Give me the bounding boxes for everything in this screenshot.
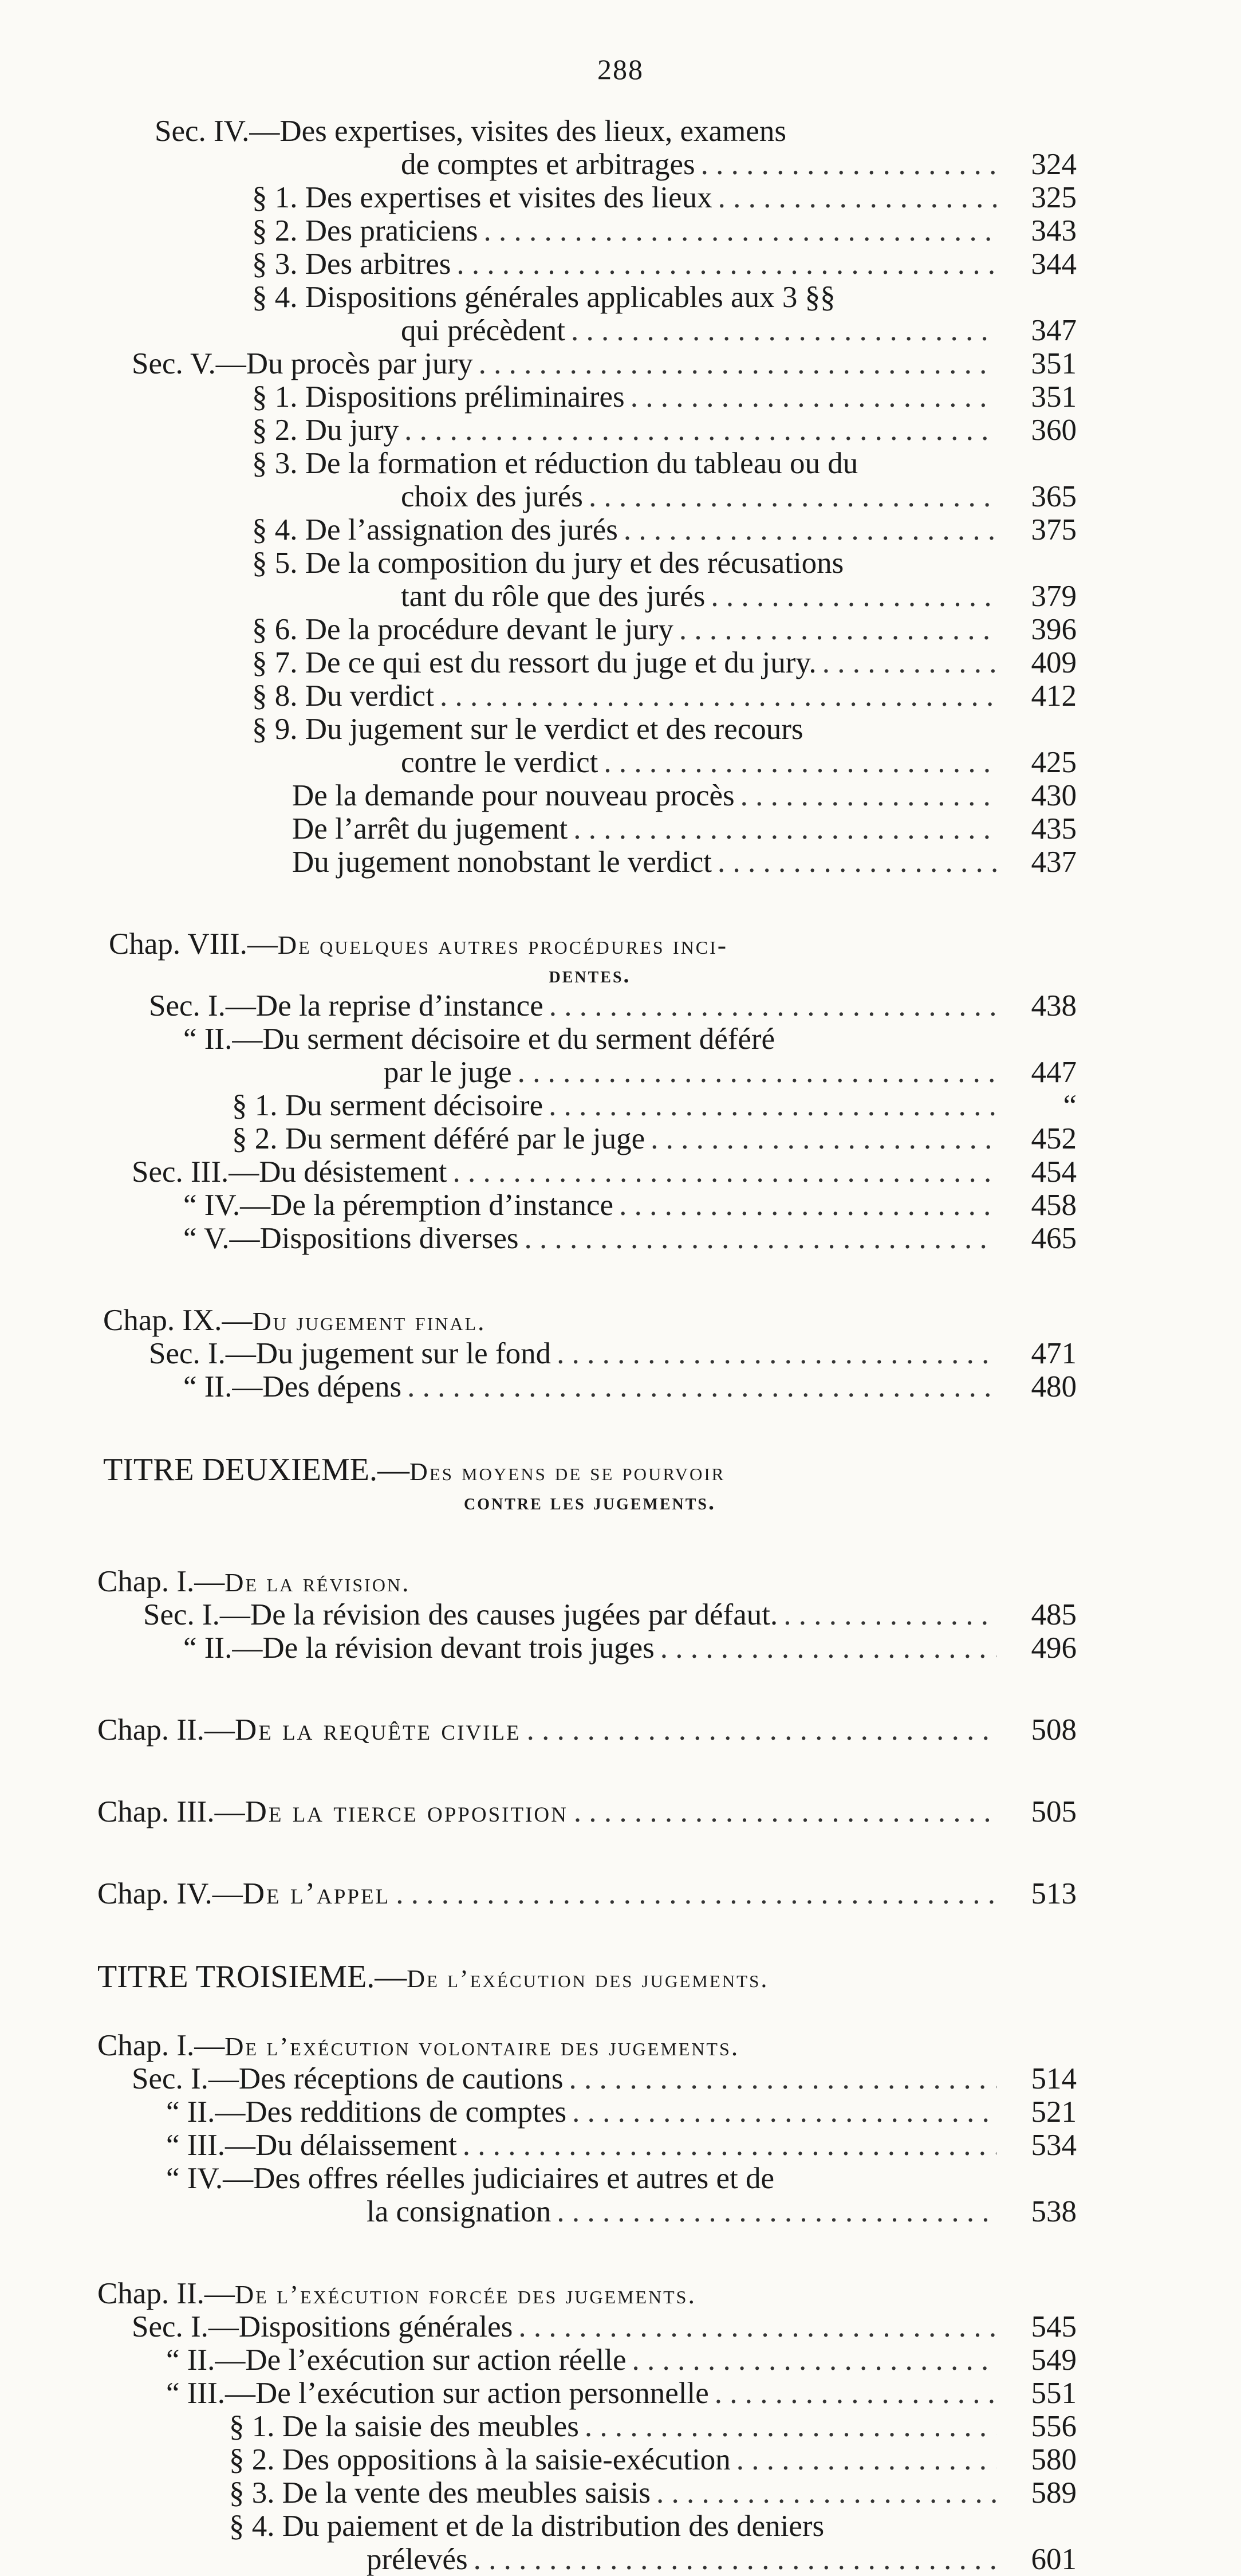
toc-entry: § 4. Dispositions générales applicables aux 3 §§ — [252, 281, 836, 314]
toc-entry: prélevés . . . 601 — [132, 2543, 1077, 2576]
chapter-heading: Chap. I.—De la révision. — [97, 1565, 411, 1598]
toc-entry: § 4. Du paiement et de la distribution des deniers — [229, 2510, 825, 2543]
toc-entry: de comptes et arbitrages . . . 324 — [132, 148, 1077, 181]
toc-entry: “ II.—De l’exécution sur action réelle . . . 549 — [132, 2343, 1077, 2377]
chapter-heading: Chap. IX.—Du jugement final. — [103, 1304, 486, 1337]
title-heading: TITRE TROISIEME.—De l’exécution des jugements. — [97, 1959, 769, 1995]
toc-entry: § 4. De l’assignation des jurés . . . 375 — [132, 513, 1077, 546]
toc-entry: § 6. De la procédure devant le jury . . . 396 — [132, 613, 1077, 646]
chapter-heading: Chap. IV.—De l’appel . . . 513 — [97, 1877, 1077, 1910]
toc-entry: contre le verdict . . . 425 — [132, 746, 1077, 779]
toc-entry: § 5. De la composition du jury et des récusations — [252, 546, 844, 580]
title-heading: TITRE DEUXIEME.—Des moyens de se pourvoir — [103, 1452, 726, 1488]
toc-entry: § 1. Des expertises et visites des lieux . . . 325 — [132, 181, 1077, 214]
toc-entry: “ II.—Du serment décisoire et du serment déféré — [183, 1022, 775, 1056]
chapter-heading: Chap. VIII.—De quelques autres procédures inci- — [109, 927, 728, 961]
table-of-contents — [97, 115, 1077, 2576]
toc-entry: Sec. V.—Du procès par jury . . . 351 — [132, 347, 1077, 380]
toc-entry: § 2. Des praticiens . . . 343 — [132, 214, 1077, 247]
toc-entry: “ IV.—De la péremption d’instance . . . 458 — [132, 1189, 1077, 1222]
toc-entry: Du jugement nonobstant le verdict . . . 437 — [132, 845, 1077, 879]
toc-entry: “ IV.—Des offres réelles judiciaires et autres et de — [166, 2162, 775, 2195]
toc-entry: “ II.—De la révision devant trois juges . . . 496 — [132, 1631, 1077, 1665]
page-number: 288 — [597, 53, 644, 85]
chapter-heading: Chap. II.—De la requête civile . . . 508 — [97, 1713, 1077, 1747]
toc-entry: “ III.—Du délaissement . . . 534 — [132, 2129, 1077, 2162]
toc-entry: Sec. I.—Dispositions générales . . . 545 — [132, 2310, 1077, 2343]
toc-entry: § 3. De la vente des meubles saisis . . . 589 — [132, 2476, 1077, 2510]
toc-entry: Sec. I.—Du jugement sur le fond . . . 471 — [132, 1337, 1077, 1370]
toc-entry: par le juge . . . 447 — [132, 1056, 1077, 1089]
toc-entry: § 1. De la saisie des meubles . . . 556 — [132, 2410, 1077, 2443]
toc-entry: § 1. Du serment décisoire . . . “ — [132, 1089, 1077, 1122]
toc-entry: “ III.—De l’exécution sur action personnelle . . . 551 — [132, 2377, 1077, 2410]
toc-entry: § 1. Dispositions préliminaires . . . 351 — [132, 380, 1077, 414]
toc-entry: § 7. De ce qui est du ressort du juge et du jury. . . . 409 — [132, 646, 1077, 679]
toc-entry: la consignation . . . 538 — [132, 2195, 1077, 2228]
toc-entry: De l’arrêt du jugement . . . 435 — [132, 812, 1077, 845]
title-heading-continued: contre les jugements. — [464, 1489, 716, 1515]
toc-entry: Sec. IV.—Des expertises, visites des lieux, examens — [155, 115, 786, 148]
chapter-heading: Chap. II.—De l’exécution forcée des jugements. — [97, 2277, 696, 2310]
toc-entry: “ V.—Dispositions diverses . . . 465 — [132, 1222, 1077, 1255]
toc-entry: § 3. Des arbitres . . . 344 — [132, 247, 1077, 281]
chapter-heading: Chap. III.—De la tierce opposition . . . 505 — [97, 1795, 1077, 1828]
toc-entry: § 3. De la formation et réduction du tableau ou du — [252, 447, 858, 480]
toc-entry: “ II.—Des dépens . . . 480 — [132, 1370, 1077, 1403]
toc-entry: § 2. Du jury . . . 360 — [132, 414, 1077, 447]
toc-entry: De la demande pour nouveau procès . . . 430 — [132, 779, 1077, 812]
chapter-heading: Chap. I.—De l’exécution volontaire des jugements. — [97, 2029, 740, 2062]
toc-entry: § 2. Des oppositions à la saisie-exécution . . . 580 — [132, 2443, 1077, 2476]
toc-entry: qui précèdent . . . 347 — [132, 314, 1077, 347]
toc-entry: Sec. I.—De la révision des causes jugées par défaut. . . . 485 — [132, 1598, 1077, 1631]
toc-entry: § 9. Du jugement sur le verdict et des recours — [252, 713, 803, 746]
toc-entry: § 8. Du verdict . . . 412 — [132, 679, 1077, 713]
toc-entry: tant du rôle que des jurés . . . 379 — [132, 580, 1077, 613]
toc-entry: § 2. Du serment déféré par le juge . . . 452 — [132, 1122, 1077, 1155]
toc-entry: Sec. III.—Du désistement . . . 454 — [132, 1155, 1077, 1189]
chapter-heading-continued: dentes. — [549, 962, 631, 988]
toc-entry: Sec. I.—Des réceptions de cautions . . . 514 — [132, 2062, 1077, 2095]
toc-entry: choix des jurés . . . 365 — [132, 480, 1077, 513]
toc-entry: Sec. I.—De la reprise d’instance . . . 438 — [132, 989, 1077, 1022]
toc-entry: “ II.—Des redditions de comptes . . . 521 — [132, 2095, 1077, 2129]
